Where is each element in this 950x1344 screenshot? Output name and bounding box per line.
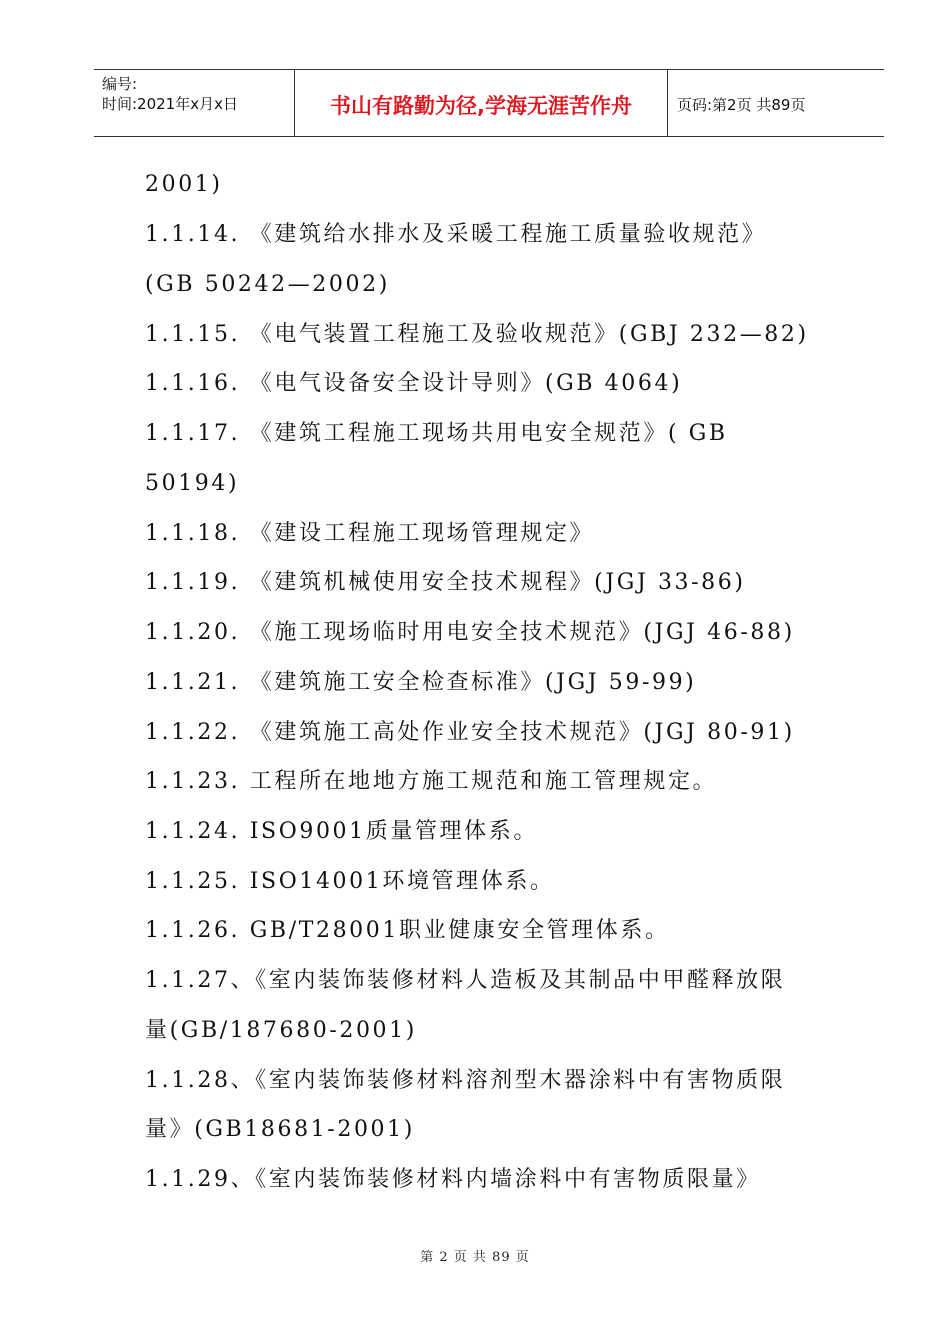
text-line: 1.1.28、《室内装饰装修材料溶剂型木器涂料中有害物质限 [145, 1068, 786, 1093]
text-line: 1.1.18. 《建设工程施工现场管理规定》 [145, 521, 595, 546]
header-motto: 书山有路勤为径,学海无涯苦作舟 [330, 94, 632, 118]
page-header [94, 69, 884, 137]
text-line: 1.1.15. 《电气装置工程施工及验收规范》(GBJ 232—82) [145, 322, 809, 347]
text-line: 1.1.16. 《电气设备安全设计导则》(GB 4064) [145, 371, 683, 396]
text-line: 1.1.25. ISO14001环境管理体系。 [145, 869, 555, 894]
text-line: 1.1.24. ISO9001质量管理体系。 [145, 819, 538, 844]
text-line: 1.1.26. GB/T28001职业健康安全管理体系。 [145, 918, 670, 943]
text-line: 1.1.21. 《建筑施工安全检查标准》(JGJ 59-99) [145, 670, 697, 695]
text-line: 1.1.19. 《建筑机械使用安全技术规程》(JGJ 33-86) [145, 570, 746, 595]
document-time-label: 时间:2021年x月x日 [102, 95, 238, 113]
text-line: 量》(GB18681-2001) [145, 1117, 415, 1142]
text-line: 50194) [145, 471, 240, 496]
text-line: 量(GB/187680-2001) [145, 1018, 417, 1043]
document-number-label: 编号: [102, 75, 138, 93]
page-footer: 第 2 页 共 89 页 [420, 1250, 530, 1265]
text-line: 1.1.29、《室内装饰装修材料内墙涂料中有害物质限量》 [145, 1167, 761, 1192]
text-line: (GB 50242—2002) [145, 272, 390, 297]
text-line: 1.1.23. 工程所在地地方施工规范和施工管理规定。 [145, 769, 718, 794]
text-line: 1.1.22. 《建筑施工高处作业安全技术规范》(JGJ 80-91) [145, 720, 795, 745]
header-page-label: 页码:第2页 共89页 [677, 96, 806, 114]
header-page-cell [667, 70, 884, 136]
text-line: 1.1.27、《室内装饰装修材料人造板及其制品中甲醛释放限 [145, 968, 786, 993]
header-motto-cell [294, 70, 668, 136]
text-line: 1.1.17. 《建筑工程施工现场共用电安全规范》( GB [145, 421, 728, 446]
header-info-cell [94, 70, 294, 136]
text-line: 1.1.20. 《施工现场临时用电安全技术规范》(JGJ 46-88) [145, 620, 795, 645]
text-line: 2001) [145, 172, 223, 197]
text-line: 1.1.14. 《建筑给水排水及采暖工程施工质量验收规范》 [145, 222, 767, 247]
